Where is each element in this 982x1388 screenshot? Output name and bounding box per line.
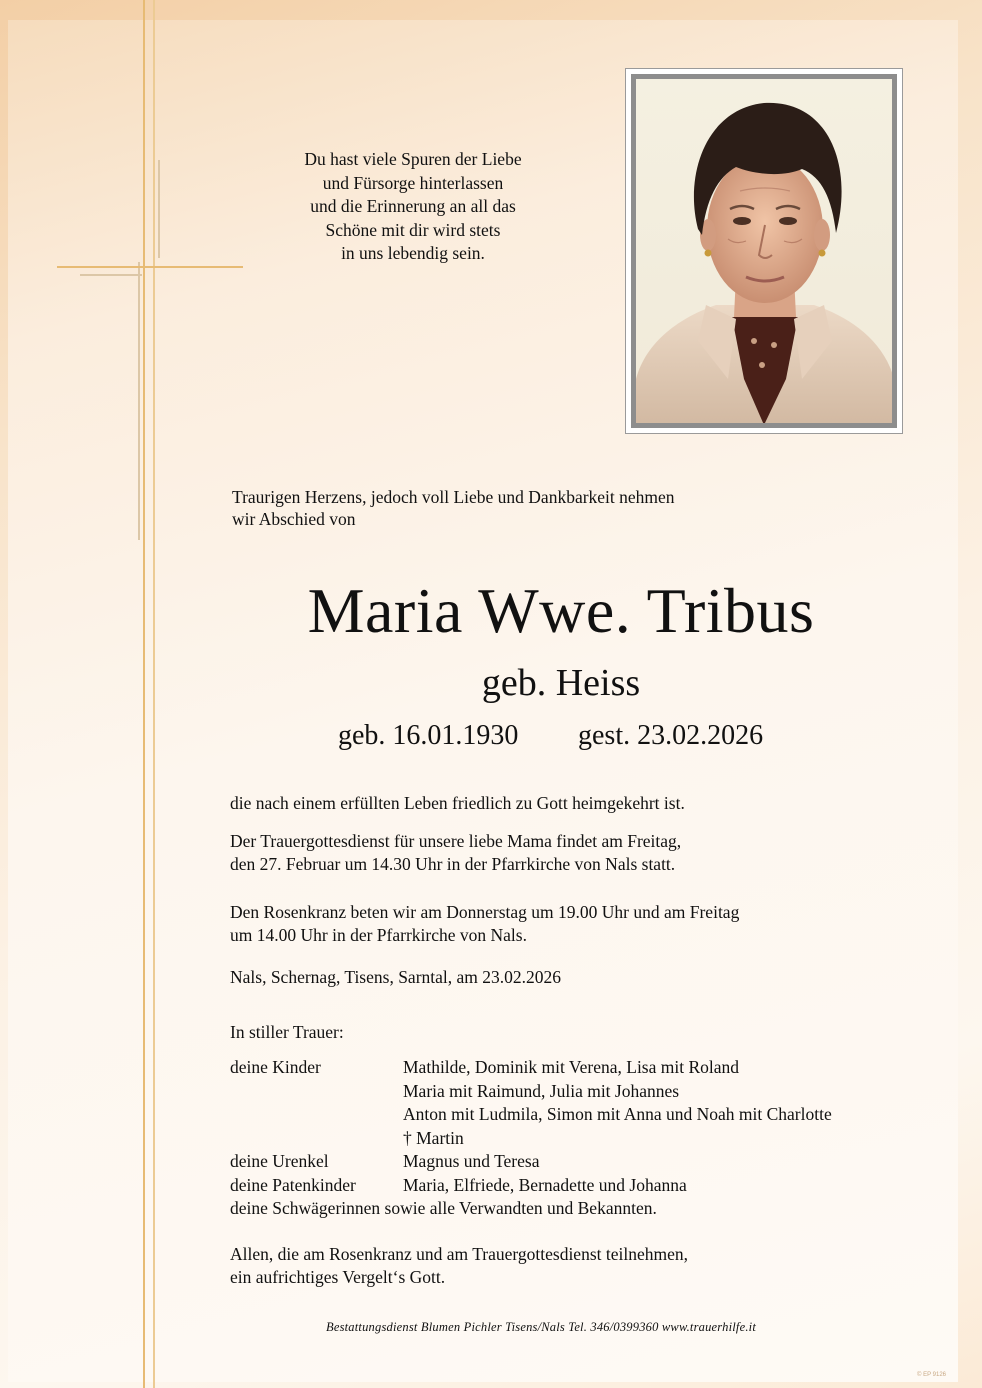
print-code: © EP 9126 (917, 1372, 946, 1378)
death-date: gest. 23.02.2026 (578, 720, 764, 751)
cross-horizontal-bar-2 (80, 274, 142, 276)
memorial-quote: Du hast viele Spuren der Liebe und Fürsorge hinterlassen und die Erinnerung an all das Schöne mit dir wird stets in uns lebendig sein. (304, 149, 522, 263)
paragraph-passed-away: die nach einem erfüllten Leben friedlich zu Gott heimgekehrt ist. (230, 793, 685, 813)
paragraph-rosary: Den Rosenkranz beten wir am Donnerstag um 19.00 Uhr und am Freitag um 14.00 Uhr in der Pfarrkirche von Nals. (230, 902, 740, 945)
paragraph-in-mourning: In stiller Trauer: (230, 1022, 344, 1042)
mourners-value-children: Mathilde, Dominik mit Verena, Lisa mit Roland Maria mit Raimund, Julia mit Johannes Anton mit Ludmila, Simon mit Anna und Noah mit Charlotte † Martin (403, 1057, 832, 1148)
mourners-list (230, 1056, 950, 1221)
mourners-row-great-grandchildren (230, 1150, 950, 1174)
paragraph-place-date: Nals, Schernag, Tisens, Sarntal, am 23.02.2026 (230, 967, 562, 987)
cross-vertical-bar (138, 262, 140, 540)
cross-vertical-bar-top (158, 160, 160, 258)
paragraph-funeral-service: Der Trauergottesdienst für unsere liebe Mama findet am Freitag, den 27. Februar um 14.30 Uhr in der Pfarrkirche von Nals statt. (230, 831, 682, 874)
cross-horizontal-bar-1 (57, 266, 243, 268)
birth-date: geb. 16.01.1930 (338, 720, 519, 751)
mourners-value-great-grandchildren: Magnus und Teresa (403, 1151, 540, 1171)
deceased-name: Maria Wwe. Tribus (307, 575, 815, 646)
thanks-text: Allen, die am Rosenkranz und am Trauergottesdienst teilnehmen, ein aufrichtiges Vergelt‘s Gott. (230, 1244, 688, 1287)
mourners-row-godchildren (230, 1174, 950, 1198)
portrait-photo (631, 74, 897, 428)
portrait-illustration (636, 79, 894, 425)
portrait-frame (625, 68, 903, 434)
mourners-label-children: deine Kinder (230, 1057, 321, 1077)
mourners-others: deine Schwägerinnen sowie alle Verwandten und Bekannten. (230, 1198, 657, 1218)
intro-text: Traurigen Herzens, jedoch voll Liebe und Dankbarkeit nehmen wir Abschied von (232, 487, 675, 529)
mourners-row-children (230, 1056, 950, 1150)
funeral-service-footer: Bestattungsdienst Blumen Pichler Tisens/Nals Tel. 346/0399360 www.trauerhilfe.it (325, 1320, 757, 1334)
maiden-name: geb. Heiss (481, 662, 641, 704)
mourners-label-great-grandchildren: deine Urenkel (230, 1151, 329, 1171)
mourners-label-godchildren: deine Patenkinder (230, 1174, 356, 1195)
mourners-value-godchildren: Maria, Elfriede, Bernadette und Johanna (403, 1174, 687, 1195)
